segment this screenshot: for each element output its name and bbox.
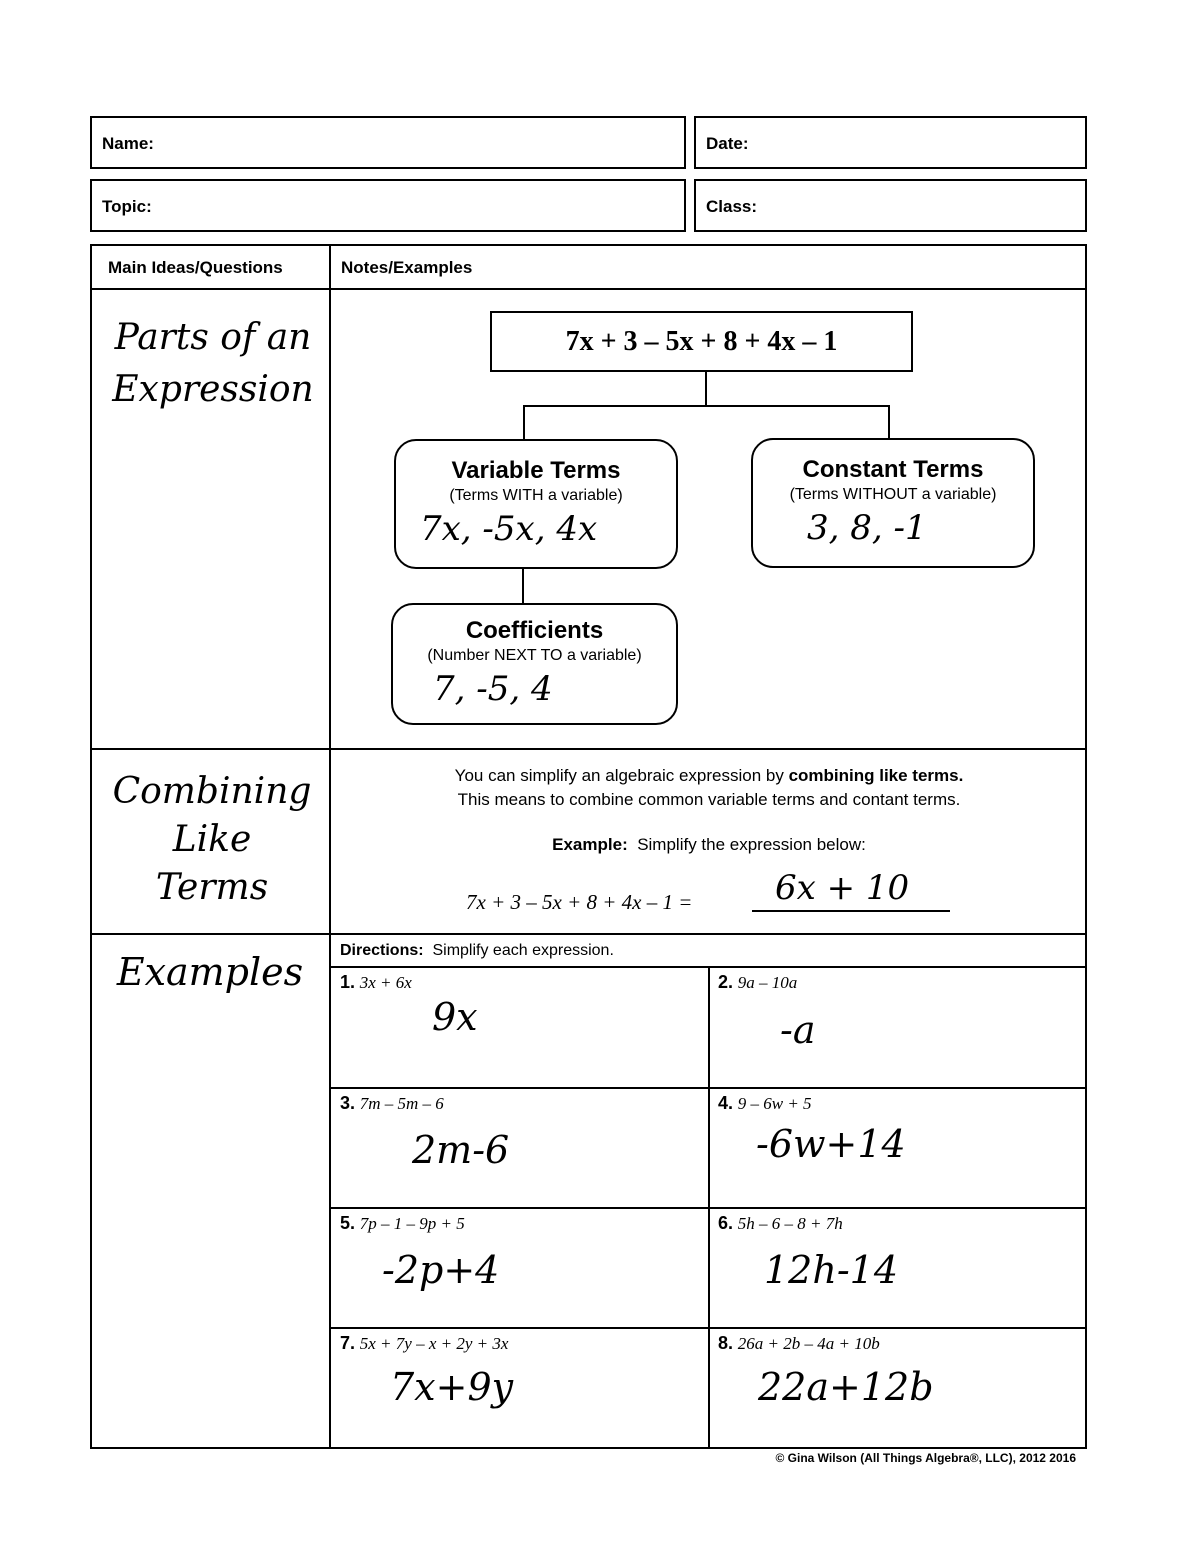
problem-8 bbox=[718, 1333, 880, 1354]
problem-5 bbox=[340, 1213, 465, 1234]
problem-4 bbox=[718, 1093, 812, 1114]
answer-8: 22a+12b bbox=[758, 1365, 934, 1409]
answer-2: -a bbox=[780, 1008, 816, 1052]
topic-field[interactable] bbox=[90, 179, 686, 232]
problem-2 bbox=[718, 972, 797, 993]
name-label: Name: bbox=[102, 134, 154, 153]
section2-answer: 6x + 10 bbox=[775, 868, 910, 908]
date-label: Date: bbox=[706, 134, 749, 153]
problem-expression: 5x + 7y – x + 2y + 3x bbox=[359, 1334, 509, 1353]
coefficients-subtitle: (Number NEXT TO a variable) bbox=[427, 647, 642, 664]
problem-number: 5. bbox=[340, 1213, 356, 1233]
answer-5: -2p+4 bbox=[382, 1248, 500, 1292]
expression-text: 7x + 3 – 5x + 8 + 4x – 1 bbox=[565, 325, 838, 357]
date-field[interactable] bbox=[694, 116, 1087, 169]
answer-7: 7x+9y bbox=[390, 1365, 514, 1409]
variable-terms-title: Variable Terms bbox=[451, 457, 621, 484]
connector-line bbox=[523, 405, 890, 407]
problem-expression: 7m – 5m – 6 bbox=[359, 1094, 444, 1113]
example-text: Simplify the expression below: bbox=[637, 835, 866, 854]
problem-number: 3. bbox=[340, 1093, 356, 1113]
example-line bbox=[331, 835, 1087, 855]
intro-bold-text: combining like terms. bbox=[788, 766, 964, 785]
intro-text: You can simplify an algebraic expression by bbox=[454, 766, 789, 785]
intro-line2: This means to combine common variable terms and contant terms. bbox=[457, 790, 961, 809]
coefficients-title: Coefficients bbox=[465, 617, 604, 644]
connector-line bbox=[522, 568, 524, 604]
column-header-right: Notes/Examples bbox=[341, 258, 473, 277]
problem-expression: 7p – 1 – 9p + 5 bbox=[359, 1214, 465, 1233]
directions bbox=[340, 942, 614, 960]
answer-4: -6w+14 bbox=[756, 1122, 906, 1166]
section2-intro bbox=[331, 764, 1087, 812]
constant-terms-title: Constant Terms bbox=[802, 456, 984, 483]
variable-terms-box bbox=[394, 439, 678, 569]
variable-terms-answer: 7x, -5x, 4x bbox=[420, 509, 598, 549]
problem-number: 6. bbox=[718, 1213, 734, 1233]
topic-label: Topic: bbox=[102, 197, 152, 216]
problem-expression: 26a + 2b – 4a + 10b bbox=[737, 1334, 880, 1353]
problem-7 bbox=[340, 1333, 508, 1354]
class-field[interactable] bbox=[694, 179, 1087, 232]
connector-line bbox=[888, 405, 890, 440]
connector-line bbox=[705, 372, 707, 406]
connector-line bbox=[523, 405, 525, 440]
answer-line bbox=[752, 910, 950, 912]
constant-terms-subtitle: (Terms WITHOUT a variable) bbox=[789, 486, 997, 503]
class-label: Class: bbox=[706, 197, 758, 216]
answer-3: 2m-6 bbox=[412, 1128, 510, 1172]
problem-number: 7. bbox=[340, 1333, 356, 1353]
problem-number: 8. bbox=[718, 1333, 734, 1353]
name-field[interactable] bbox=[90, 116, 686, 169]
problem-3 bbox=[340, 1093, 444, 1114]
section2-divider bbox=[90, 933, 1087, 935]
grid-line bbox=[331, 1207, 1087, 1209]
grid-line bbox=[331, 1327, 1087, 1329]
answer-1: 9x bbox=[432, 995, 478, 1039]
coefficients-answer: 7, -5, 4 bbox=[433, 669, 553, 709]
section2-expression: 7x + 3 – 5x + 8 + 4x – 1 = bbox=[466, 890, 693, 914]
problem-6 bbox=[718, 1213, 843, 1234]
section2-title: Combining Like Terms bbox=[112, 771, 312, 908]
directions-text: Simplify each expression. bbox=[432, 942, 614, 959]
example-label: Example: bbox=[552, 835, 628, 854]
problem-1 bbox=[340, 972, 412, 993]
problem-expression: 3x + 6x bbox=[359, 973, 412, 992]
grid-line bbox=[331, 1087, 1087, 1089]
header-row-divider bbox=[90, 288, 1087, 290]
problem-expression: 9a – 10a bbox=[737, 973, 798, 992]
section1-divider bbox=[90, 748, 1087, 750]
variable-terms-subtitle: (Terms WITH a variable) bbox=[449, 487, 623, 504]
expression-box bbox=[490, 311, 913, 372]
directions-label: Directions: bbox=[340, 942, 424, 959]
section3-title: Examples bbox=[116, 950, 304, 994]
problem-expression: 9 – 6w + 5 bbox=[737, 1094, 812, 1113]
coefficients-box bbox=[391, 603, 678, 725]
section1-title: Parts of an Expression bbox=[112, 317, 314, 410]
column-header-left: Main Ideas/Questions bbox=[108, 258, 283, 277]
problem-number: 1. bbox=[340, 972, 356, 992]
problem-number: 2. bbox=[718, 972, 734, 992]
copyright-footer: © Gina Wilson (All Things Algebra®, LLC), 2012 2016 bbox=[775, 1451, 1076, 1465]
constant-terms-box bbox=[751, 438, 1035, 568]
problem-number: 4. bbox=[718, 1093, 734, 1113]
answer-6: 12h-14 bbox=[764, 1248, 899, 1292]
problem-expression: 5h – 6 – 8 + 7h bbox=[737, 1214, 843, 1233]
constant-terms-answer: 3, 8, -1 bbox=[807, 508, 927, 548]
